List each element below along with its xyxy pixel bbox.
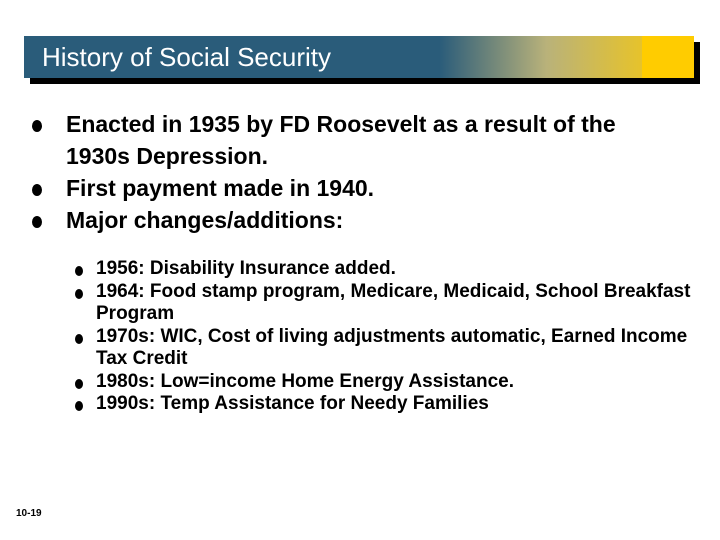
page-number: 10-19 — [16, 508, 42, 519]
main-bullet-list — [30, 108, 680, 236]
sub-bullet-text: 1990s: Temp Assistance for Needy Families — [96, 393, 489, 414]
sub-bullet-dot-icon — [75, 334, 83, 344]
sub-bullet-item — [72, 281, 692, 326]
bullet-dot-icon — [32, 184, 42, 196]
bullet-item — [30, 172, 680, 204]
bullet-item — [30, 204, 680, 236]
sub-bullet-text: 1956: Disability Insurance added. — [96, 258, 396, 279]
sub-bullet-text: 1970s: WIC, Cost of living adjustments automatic, Earned Income Tax Credit — [96, 325, 688, 369]
sub-bullet-text: 1964: Food stamp program, Medicare, Medicaid, School Breakfast Program — [96, 280, 691, 324]
slide-title: History of Social Security — [42, 42, 331, 72]
title-bar — [24, 36, 694, 78]
sub-bullet-item — [72, 371, 692, 394]
bullet-text: First payment made in 1940. — [66, 175, 375, 201]
bullet-dot-icon — [32, 120, 42, 132]
sub-bullet-dot-icon — [75, 289, 83, 299]
bullet-dot-icon — [32, 216, 42, 228]
sub-bullet-dot-icon — [75, 379, 83, 389]
bullet-text: Major changes/additions: — [66, 207, 344, 233]
sub-bullet-item — [72, 326, 692, 371]
sub-bullet-item — [72, 258, 692, 281]
bullet-item — [30, 108, 680, 172]
sub-bullet-item — [72, 393, 692, 416]
sub-bullet-dot-icon — [75, 266, 83, 276]
bullet-text: Enacted in 1935 by FD Roosevelt as a result of the 1930s Depression. — [66, 111, 616, 169]
sub-bullet-list — [72, 258, 692, 416]
sub-bullet-text: 1980s: Low=income Home Energy Assistance. — [96, 370, 514, 392]
sub-bullet-dot-icon — [75, 401, 83, 411]
title-accent-block — [642, 36, 694, 78]
